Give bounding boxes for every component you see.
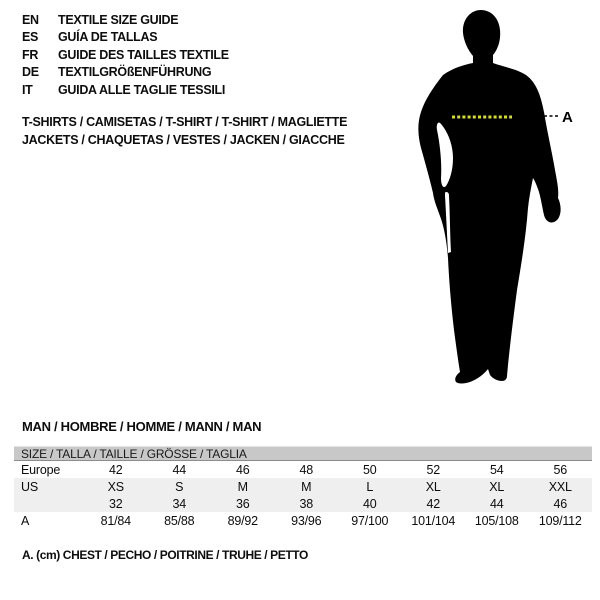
footnote-chest: A. (cm) CHEST / PECHO / POITRINE / TRUHE / PETTO [22,548,308,562]
table-row-us-numeric [14,495,592,512]
table-cell: 101/104 [411,513,456,528]
table-cell: 50 [362,462,377,477]
language-text: GUIDA ALLE TAGLIE TESSILI [58,82,226,97]
table-cell: 81/84 [100,513,131,528]
table-cell: 42 [108,462,123,477]
table-cell: 44 [489,496,504,511]
language-row [22,81,229,99]
table-cell: 85/88 [164,513,195,528]
male-silhouette [400,0,600,400]
language-row [22,46,229,64]
table-cell: 89/92 [227,513,258,528]
language-code: IT [22,82,33,97]
language-row [22,11,229,29]
language-code: DE [22,65,39,80]
table-cell: 97/100 [351,513,389,528]
language-text: TEXTILGRÖßENFÜHRUNG [58,65,212,80]
table-cell: 105/108 [474,513,519,528]
table-row-chest-a [14,512,592,529]
table-cell: 44 [172,462,186,477]
table-cell: 42 [426,496,440,511]
language-text: GUIDE DES TAILLES TEXTILE [58,47,229,62]
language-code: FR [22,47,39,62]
male-silhouette-figure [400,0,600,400]
language-row [22,64,229,82]
table-cell: S [175,479,184,494]
size-table [14,446,592,529]
table-cell: XS [107,479,124,494]
row-label: Europe [21,462,61,477]
table-cell: M [301,479,312,494]
table-cell: 54 [489,462,504,477]
table-cell: 36 [235,496,250,511]
table-cell: 109/112 [538,513,582,528]
table-cell: 93/96 [291,513,322,528]
table-cell: L [366,479,374,494]
language-code: ES [22,30,39,45]
language-row [22,29,229,47]
category-list [22,113,347,149]
size-table-header: SIZE / TALLA / TAILLE / GRÖSSE / TAGLIA [14,446,592,461]
table-cell: XL [425,479,441,494]
table-cell: 40 [362,496,377,511]
measurement-label-a: A [562,109,573,126]
table-cell: XXL [548,479,572,494]
table-cell: 34 [172,496,186,511]
section-title-man: MAN / HOMBRE / HOMME / MANN / MAN [22,419,262,434]
table-cell: 32 [108,496,123,511]
language-text: TEXTILE SIZE GUIDE [58,12,179,27]
row-label: US [21,479,38,494]
table-cell: 46 [553,496,567,511]
row-label: A [21,513,30,528]
table-cell: XL [489,479,505,494]
table-row-europe [14,461,592,478]
table-cell: 48 [299,462,313,477]
table-row-us [14,478,592,495]
category-line-jackets: JACKETS / CHAQUETAS / VESTES / JACKEN / GIACCHE [22,133,345,147]
table-cell: 46 [235,462,250,477]
table-cell: 38 [299,496,313,511]
table-cell: 52 [426,462,440,477]
language-list [22,11,229,99]
category-line-tshirts: T-SHIRTS / CAMISETAS / T-SHIRT / T-SHIRT / MAGLIETTE [22,115,348,129]
table-cell: 56 [553,462,567,477]
silhouette-body [418,10,560,384]
language-code: EN [22,12,39,27]
table-cell: M [237,479,248,494]
language-text: GUÍA DE TALLAS [58,30,158,45]
